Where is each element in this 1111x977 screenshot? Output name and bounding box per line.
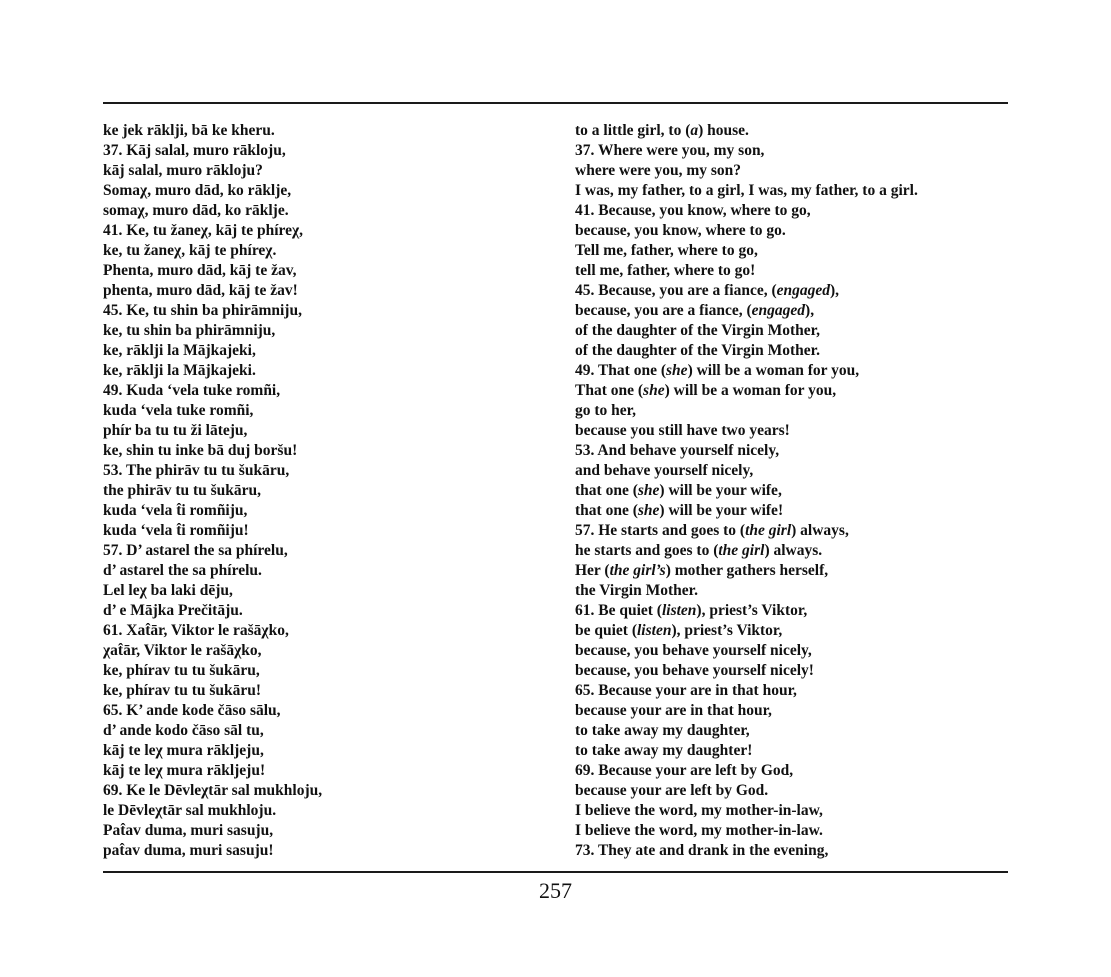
line-text-end: ), priest’s Viktor, [696,602,808,619]
line-text: I believe the word, my mother-in-law, [575,802,823,819]
line-text-end: ) will be your wife, [659,482,782,499]
english-verse-line [575,641,1005,661]
romani-verse-line: ke, shin tu inke bā duj boršu! [103,442,298,459]
romani-verse-line: le Dēvleχtār sal mukhloju. [103,802,277,819]
line-text: the Virgin Mother. [575,582,698,599]
romani-verse-line: kuda ‘vela t̂i romñiju, [103,502,248,519]
italic-gloss: the girl [745,522,792,539]
romani-verse-line: ke jek rāklji, bā ke kheru. [103,122,275,139]
line-text-end: ) always, [791,522,849,539]
english-verse-line [575,801,1005,821]
line-text: 65. Because your are in that hour, [575,682,797,699]
line-text-end: ) will be a woman for you, [664,382,837,399]
line-text: be quiet ( [575,622,637,639]
english-verse-line [575,561,1005,581]
romani-verse-line: 57. D’ astarel the sa phírelu, [103,542,288,559]
italic-gloss: she [643,382,665,399]
italic-gloss: the girl [718,542,765,559]
english-verse-line [575,241,1005,261]
romani-verse-line: 41. Ke, tu žaneχ, kāj te phíreχ, [103,222,304,239]
romani-text-column [103,121,543,861]
line-text-end: ) mother gathers herself, [665,562,829,579]
english-verse-line [575,361,1005,381]
english-verse-line [575,201,1005,221]
line-text: 61. Be quiet ( [575,602,662,619]
romani-verse-line: phír ba tu tu ži lāteju, [103,422,248,439]
romani-verse-line: Lel leχ ba laki dēju, [103,582,233,599]
english-verse-line [575,281,1005,301]
english-verse-line [575,701,1005,721]
line-text: because your are in that hour, [575,702,772,719]
italic-gloss: engaged [751,302,806,319]
romani-verse-line: 53. The phirāv tu tu šukāru, [103,462,290,479]
english-verse-line [575,681,1005,701]
page-number: 257 [539,878,572,903]
line-text: 69. Because your are left by God, [575,762,794,779]
romani-verse-line: 61. Xat̂ār, Viktor le rašāχko, [103,622,289,639]
line-text: that one ( [575,482,638,499]
line-text: tell me, father, where to go! [575,262,756,279]
line-text: because, you behave yourself nicely! [575,662,814,679]
english-verse-line [575,521,1005,541]
english-verse-line [575,221,1005,241]
romani-verse-line: kāj te leχ mura rākljeju, [103,742,264,759]
line-text: because you still have two years! [575,422,790,439]
romani-verse-line: 45. Ke, tu shin ba phirāmniju, [103,302,302,319]
top-rule [103,102,1008,104]
english-verse-line [575,621,1005,641]
italic-gloss: a [690,122,699,139]
romani-verse-line: ke, phírav tu tu šukāru, [103,662,260,679]
line-text: because, you know, where to go. [575,222,786,239]
english-verse-line [575,261,1005,281]
line-text: 41. Because, you know, where to go, [575,202,811,219]
line-text: 37. Where were you, my son, [575,142,765,159]
english-verse-line [575,781,1005,801]
romani-verse-line: 65. K’ ande kode čāso sālu, [103,702,281,719]
line-text-end: ) will be your wife! [659,502,784,519]
english-verse-line [575,341,1005,361]
line-text: 73. They ate and drank in the evening, [575,842,829,859]
romani-verse-line: ke, tu shin ba phirāmniju, [103,322,276,339]
italic-gloss: she [666,362,688,379]
romani-verse-line: kāj salal, muro rākloju? [103,162,263,179]
english-verse-line [575,821,1005,841]
italic-gloss: engaged [776,282,831,299]
line-text: 49. That one ( [575,362,667,379]
english-verse-line [575,481,1005,501]
english-verse-line [575,121,1005,141]
english-verse-line [575,141,1005,161]
line-text: 45. Because, you are a fiance, ( [575,282,777,299]
line-text: of the daughter of the Virgin Mother, [575,322,820,339]
romani-verse-line: d’ ande kodo čāso sāl tu, [103,722,264,739]
romani-verse-line: d’ e Mājka Prečitāju. [103,602,243,619]
line-text: to take away my daughter, [575,722,750,739]
romani-verse-line: phenta, muro dād, kāj te žav! [103,282,298,299]
english-verse-line [575,161,1005,181]
line-text-end: ) house. [698,122,749,139]
line-text: Her ( [575,562,610,579]
line-text: that one ( [575,502,638,519]
english-verse-line [575,761,1005,781]
romani-verse-line: ke, rāklji la Mājkajeki, [103,342,256,359]
english-verse-line [575,541,1005,561]
italic-gloss: the girl’s [609,562,666,579]
italic-gloss: listen [637,622,672,639]
line-text: because, you behave yourself nicely, [575,642,812,659]
line-text: I was, my father, to a girl, I was, my father, to a girl. [575,182,918,199]
english-verse-line [575,301,1005,321]
romani-verse-line: ke, tu žaneχ, kāj te phíreχ. [103,242,277,259]
english-verse-line [575,381,1005,401]
line-text: I believe the word, my mother-in-law. [575,822,823,839]
line-text: to take away my daughter! [575,742,753,759]
line-text-end: ), [830,282,840,299]
romani-verse-line: somaχ, muro dād, ko rāklje. [103,202,289,219]
romani-verse-line: kuda ‘vela tuke romñi, [103,402,254,419]
line-text: Tell me, father, where to go, [575,242,758,259]
romani-verse-line: kāj te leχ mura rākljeju! [103,762,266,779]
romani-verse-line: 69. Ke le Dēvleχtār sal mukhloju, [103,782,323,799]
english-verse-line [575,401,1005,421]
romani-verse-line: Phenta, muro dād, kāj te žav, [103,262,297,279]
line-text-end: ), priest’s Viktor, [671,622,783,639]
romani-verse-line: 49. Kuda ‘vela tuke romñi, [103,382,281,399]
romani-verse-line: 37. Kāj salal, muro rākloju, [103,142,286,159]
romani-verse-line: ke, rāklji la Mājkajeki. [103,362,256,379]
romani-verse-line: kuda ‘vela t̂i romñiju! [103,522,249,539]
line-text: of the daughter of the Virgin Mother. [575,342,820,359]
english-verse-line [575,441,1005,461]
english-verse-line [575,841,1005,861]
romani-verse-line: χat̂ār, Viktor le rašāχko, [103,642,262,659]
line-text: 57. He starts and goes to ( [575,522,746,539]
english-verse-line [575,421,1005,441]
line-text: go to her, [575,402,636,419]
english-verse-line [575,181,1005,201]
romani-verse-line: Somaχ, muro dād, ko rāklje, [103,182,292,199]
line-text-end: ) will be a woman for you, [687,362,860,379]
english-verse-line [575,461,1005,481]
line-text: because your are left by God. [575,782,769,799]
english-verse-line [575,721,1005,741]
romani-verse-line: pat̂av duma, muri sasuju! [103,842,274,859]
english-translation-column [575,121,1005,861]
english-verse-line [575,581,1005,601]
line-text: because, you are a fiance, ( [575,302,752,319]
bottom-rule [103,871,1008,873]
italic-gloss: she [637,502,660,519]
romani-verse-line: the phirāv tu tu šukāru, [103,482,262,499]
english-verse-line [575,741,1005,761]
english-verse-line [575,601,1005,621]
line-text: to a little girl, to ( [575,122,691,139]
line-text: That one ( [575,382,644,399]
line-text: and behave yourself nicely, [575,462,754,479]
italic-gloss: listen [661,602,697,619]
line-text-end: ), [805,302,815,319]
italic-gloss: she [637,482,660,499]
romani-verse-line: Pat̂av duma, muri sasuju, [103,822,274,839]
english-verse-line [575,661,1005,681]
line-text: where were you, my son? [575,162,742,179]
line-text: 53. And behave yourself nicely, [575,442,780,459]
english-verse-line [575,501,1005,521]
line-text-end: ) always. [764,542,823,559]
romani-verse-line: ke, phírav tu tu šukāru! [103,682,262,699]
line-text: he starts and goes to ( [575,542,719,559]
romani-verse-line: d’ astarel the sa phírelu. [103,562,262,579]
english-verse-line [575,321,1005,341]
